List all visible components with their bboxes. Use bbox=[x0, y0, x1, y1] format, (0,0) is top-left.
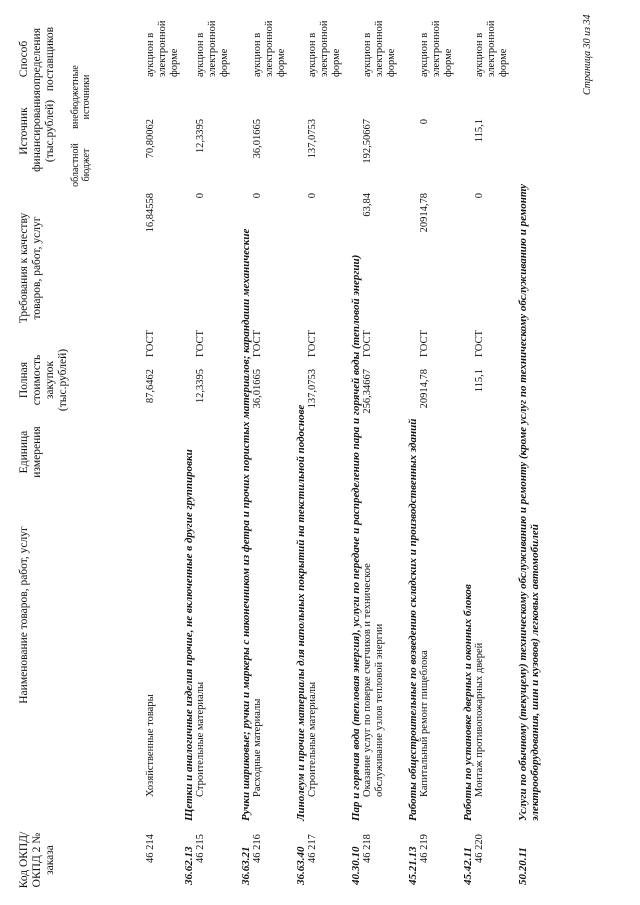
group-title: Работы по установке дверных и оконных блоков bbox=[462, 584, 474, 821]
row-name: Хозяйственные товары bbox=[145, 694, 156, 797]
group-code: 45.21.13 bbox=[407, 846, 419, 885]
row-regional: 0 bbox=[474, 193, 485, 199]
group-title: Линолеум и прочие материалы для напольных покрытий на текстильной подоснове bbox=[295, 404, 307, 821]
row-total: 137,0753 bbox=[307, 369, 318, 409]
header-name: Наименование товаров, работ, услуг bbox=[18, 526, 30, 704]
row-name: Строительные материалы bbox=[195, 681, 206, 797]
row-total: 20914,78 bbox=[419, 369, 430, 409]
header-source-offbudget: внебюджетные источники bbox=[70, 65, 92, 129]
row-name: Капитальный ремонт пищеблока bbox=[419, 650, 430, 797]
group-code: 36.63.40 bbox=[295, 846, 307, 885]
header-quality: Требования к качеству товаров, работ, услуг bbox=[18, 212, 43, 324]
row-offbudget: 137,0753 bbox=[307, 119, 318, 159]
row-method: аукцион в электронной форме bbox=[252, 20, 287, 77]
group-title: Ручки шариковые; ручки и маркеры с наконечником из фетра и прочих пористых материалов; карандаши механические bbox=[240, 228, 252, 821]
group-code: 45.42.11 bbox=[462, 847, 474, 885]
header-code: Код ОКПД/ ОКПД 2 № заказа bbox=[18, 831, 56, 889]
row-offbudget: 36,01665 bbox=[252, 119, 263, 159]
row-name: Монтаж противопожарных дверей bbox=[474, 642, 485, 797]
row-quality: ГОСТ bbox=[252, 330, 263, 357]
row-order: 46 217 bbox=[307, 834, 318, 863]
row-order: 46 214 bbox=[145, 834, 156, 863]
row-regional: 0 bbox=[195, 193, 206, 199]
row-quality: ГОСТ bbox=[195, 330, 206, 357]
row-method: аукцион в электронной форме bbox=[307, 20, 342, 77]
row-order: 46 216 bbox=[252, 834, 263, 863]
row-offbudget: 192,50667 bbox=[362, 119, 373, 164]
page-number: Страница 30 из 34 bbox=[582, 14, 593, 95]
group-title: Услуги по обычному (текущему) техническому обслуживанию и ремонту (кроме услуг по техническому обслуживанию и ремонту электрооборудования, шин и кузовов) легковых автомобилей bbox=[517, 184, 541, 821]
row-order: 46 220 bbox=[474, 834, 485, 863]
row-total: 12,3395 bbox=[195, 369, 206, 404]
row-quality: ГОСТ bbox=[362, 330, 373, 357]
row-name: Расходные материалы bbox=[252, 698, 263, 797]
group-code: 36.62.13 bbox=[183, 846, 195, 885]
row-offbudget: 0 bbox=[419, 119, 430, 125]
group-title: Щетки и аналогичные изделия прочие, не включенные в другие группировки bbox=[183, 449, 195, 821]
row-method: аукцион в электронной форме bbox=[195, 20, 230, 77]
row-total: 256,34667 bbox=[362, 369, 373, 414]
header-source: Источник финансирования (тыс.рублей) bbox=[18, 90, 56, 172]
row-regional: 16,84558 bbox=[145, 193, 156, 233]
row-name: Строительные материалы bbox=[307, 681, 318, 797]
group-title: Работы общестроительные по возведению складских и производственных зданий bbox=[407, 418, 419, 821]
row-method: аукцион в электронной форме bbox=[145, 20, 180, 77]
row-total: 115,1 bbox=[474, 369, 485, 393]
row-method: аукцион в электронной форме bbox=[362, 20, 397, 77]
header-total: Полная стоимость закупок (тыс.рублей) bbox=[18, 348, 69, 412]
group-code: 50.20.11 bbox=[517, 847, 529, 885]
row-regional: 20914,78 bbox=[419, 193, 430, 233]
row-name: Оказание услуг по поверке счетчиков и техническое обслуживание узлов тепловой энергии bbox=[362, 563, 385, 797]
header-unit: Единица измерения bbox=[18, 426, 43, 478]
row-order: 46 218 bbox=[362, 834, 373, 863]
row-method: аукцион в электронной форме bbox=[474, 20, 509, 77]
row-method: аукцион в электронной форме bbox=[419, 20, 454, 77]
row-offbudget: 115,1 bbox=[474, 119, 485, 143]
header-method: Способ определения поставщиков bbox=[18, 26, 56, 92]
group-code: 36.63.21 bbox=[240, 846, 252, 885]
row-offbudget: 12,3395 bbox=[195, 119, 206, 154]
row-regional: 0 bbox=[307, 193, 318, 199]
group-code: 40.30.10 bbox=[350, 846, 362, 885]
row-quality: ГОСТ bbox=[307, 330, 318, 357]
row-regional: 63,84 bbox=[362, 193, 373, 217]
row-total: 87,6462 bbox=[145, 369, 156, 404]
row-quality: ГОСТ bbox=[145, 330, 156, 357]
group-title: Пар и горячая вода (тепловая энергия), услуги по передаче и распределению пара и горячей воды (тепловой энергии) bbox=[350, 254, 362, 821]
row-regional: 0 bbox=[252, 193, 263, 199]
row-offbudget: 70,80062 bbox=[145, 119, 156, 159]
row-total: 36,01665 bbox=[252, 369, 263, 409]
row-order: 46 219 bbox=[419, 834, 430, 863]
header-source-regional: областной бюджет bbox=[70, 143, 92, 187]
row-order: 46 215 bbox=[195, 834, 206, 863]
row-quality: ГОСТ bbox=[474, 330, 485, 357]
row-quality: ГОСТ bbox=[419, 330, 430, 357]
